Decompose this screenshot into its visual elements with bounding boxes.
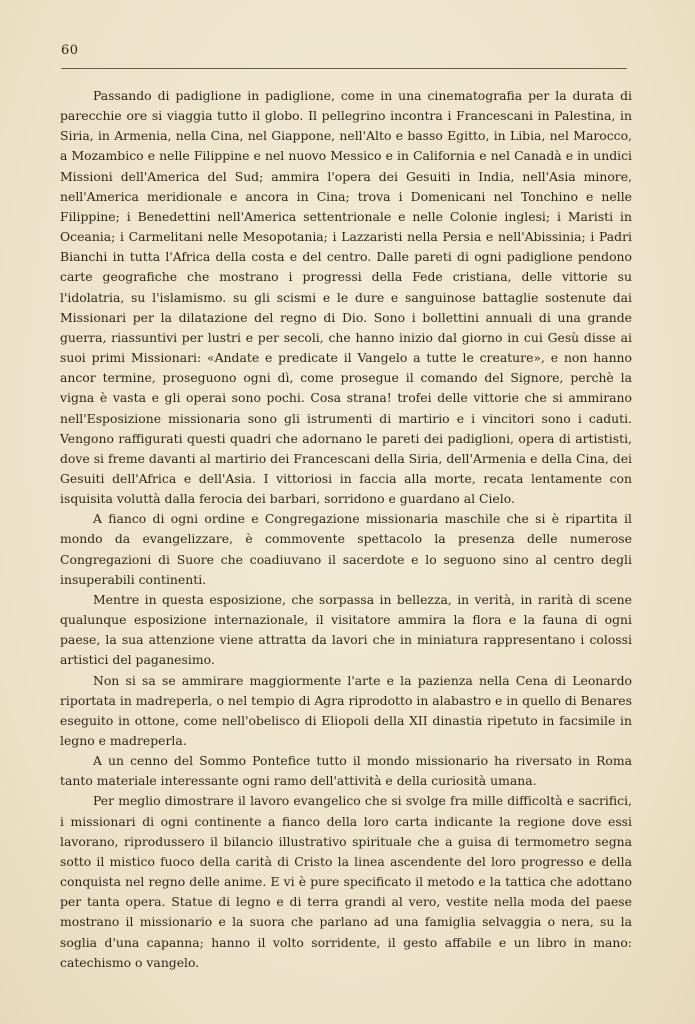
paragraph: A fianco di ogni ordine e Congregazione missionaria maschile che si è ripartita il mondo da evangelizzare, è commovente spettacolo la presenza delle numerose Congregazioni di Suore che coadiuvano il sacerdote e lo seguono sino al centro degli insuperabili continenti. — [60, 511, 632, 587]
body-text — [60, 86, 632, 973]
paragraph: A un cenno del Sommo Pontefice tutto il mondo missionario ha riversato in Roma tanto materiale interessante ogni ramo dell'attività e della curiosità umana. — [60, 753, 632, 789]
paragraph: Passando di padiglione in padiglione, come in una cinematografia per la durata di parecchie ore si viaggia tutto il globo. Il pellegrino incontra i Francescani in Palestina, in Siria, in Armenia, nella Cina, nel Giappone, nell'Alto e basso Egitto, in Libia, nel Marocco, a Mozambico e nelle Filippine e nel nuovo Messico e in California e nel Canadà e in undici Missioni dell'America del Sud; ammira l'opera dei Gesuiti in India, nell'Asia minore, nell'America meridionale e ancora in Cina; trova i Domenicani nel Tonchino e nelle Filippine; i Benedettini nell'America settentrionale e nelle Colonie inglesi; i Maristi in Oceania; i Carmelitani nelle Mesopotania; i Lazzaristi nella Persia e nell'Abissinia; i Padri Bianchi in tutta l'Africa della costa e del centro. Dalle pareti di ogni padiglione pendono carte geografiche che mostrano i progressi della Fede cristiana, delle vittorie su l'idolatria, su l'islamismo. su gli scismi e le dure e sanguinose battaglie sostenute dai Missionari per la dilatazione del regno di Dio. Sono i bollettini annuali di una grande guerra, riassuntivi per lustri e per secoli, che hanno inizio dal giorno in cui Gesù disse ai suoi primi Missionari: «Andate e predicate il Vangelo a tutte le creature», e non hanno ancor termine, proseguono ogni dì, come prosegue il comando del Signore, perchè la vigna è vasta e gli operai sono pochi. Cosa strana! trofei delle vittorie che si ammirano nell'Esposizione missionaria sono gli istrumenti di martirio e i vincitori sono i caduti. Vengono raffigurati questi quadri che adornano le pareti dei padiglioni, opera di artististi, dove si freme davanti al martirio dei Francescani della Siria, dell'Armenia e della Cina, dei Gesuiti dell'Africa e dell'Asia. I vittoriosi in faccia alla morte, recata lentamente con isquisita voluttà dalla ferocia dei barbari, sorridono e guardano al Cielo. — [60, 88, 632, 507]
page-number: 60 — [61, 43, 79, 58]
paragraph: Per meglio dimostrare il lavoro evangelico che si svolge fra mille difficoltà e sacrifici, i missionari di ogni continente a fianco della loro carta indicante la regione dove essi lavorano, riprodussero il bilancio illustrativo spirituale che a guisa di termometro segna sotto il mistico fuoco della carità di Cristo la linea ascendente del loro progresso e della conquista nel regno delle anime. E vi è pure specificato il metodo e la tattica che adottano per tanta opera. Statue di legno e di terra grandi al vero, vestite nella moda del paese mostrano il missionario e la suora che parlano ad una famiglia selvaggia o nera, su la soglia d'una capanna; hanno il volto sorridente, il gesto affabile e un libro in mano: catechismo o vangelo. — [60, 793, 632, 970]
paragraph: Mentre in questa esposizione, che sorpassa in bellezza, in verità, in rarità di scene qualunque esposizione internazionale, il visitatore ammira la flora e la fauna di ogni paese, la sua attenzione viene attratta da lavori che in miniatura rappresentano i colossi artistici del paganesimo. — [60, 591, 632, 668]
paragraph: Non si sa se ammirare maggiormente l'arte e la pazienza nella Cena di Leonardo riportata in madreperla, o nel tempio di Agra riprodotto in alabastro e in quello di Benares eseguito in ottone, come nell'obelisco di Eliopoli della XII dinastia ripetuto in facsimile in legno e madreperla. — [60, 672, 632, 748]
header-rule — [61, 68, 627, 69]
